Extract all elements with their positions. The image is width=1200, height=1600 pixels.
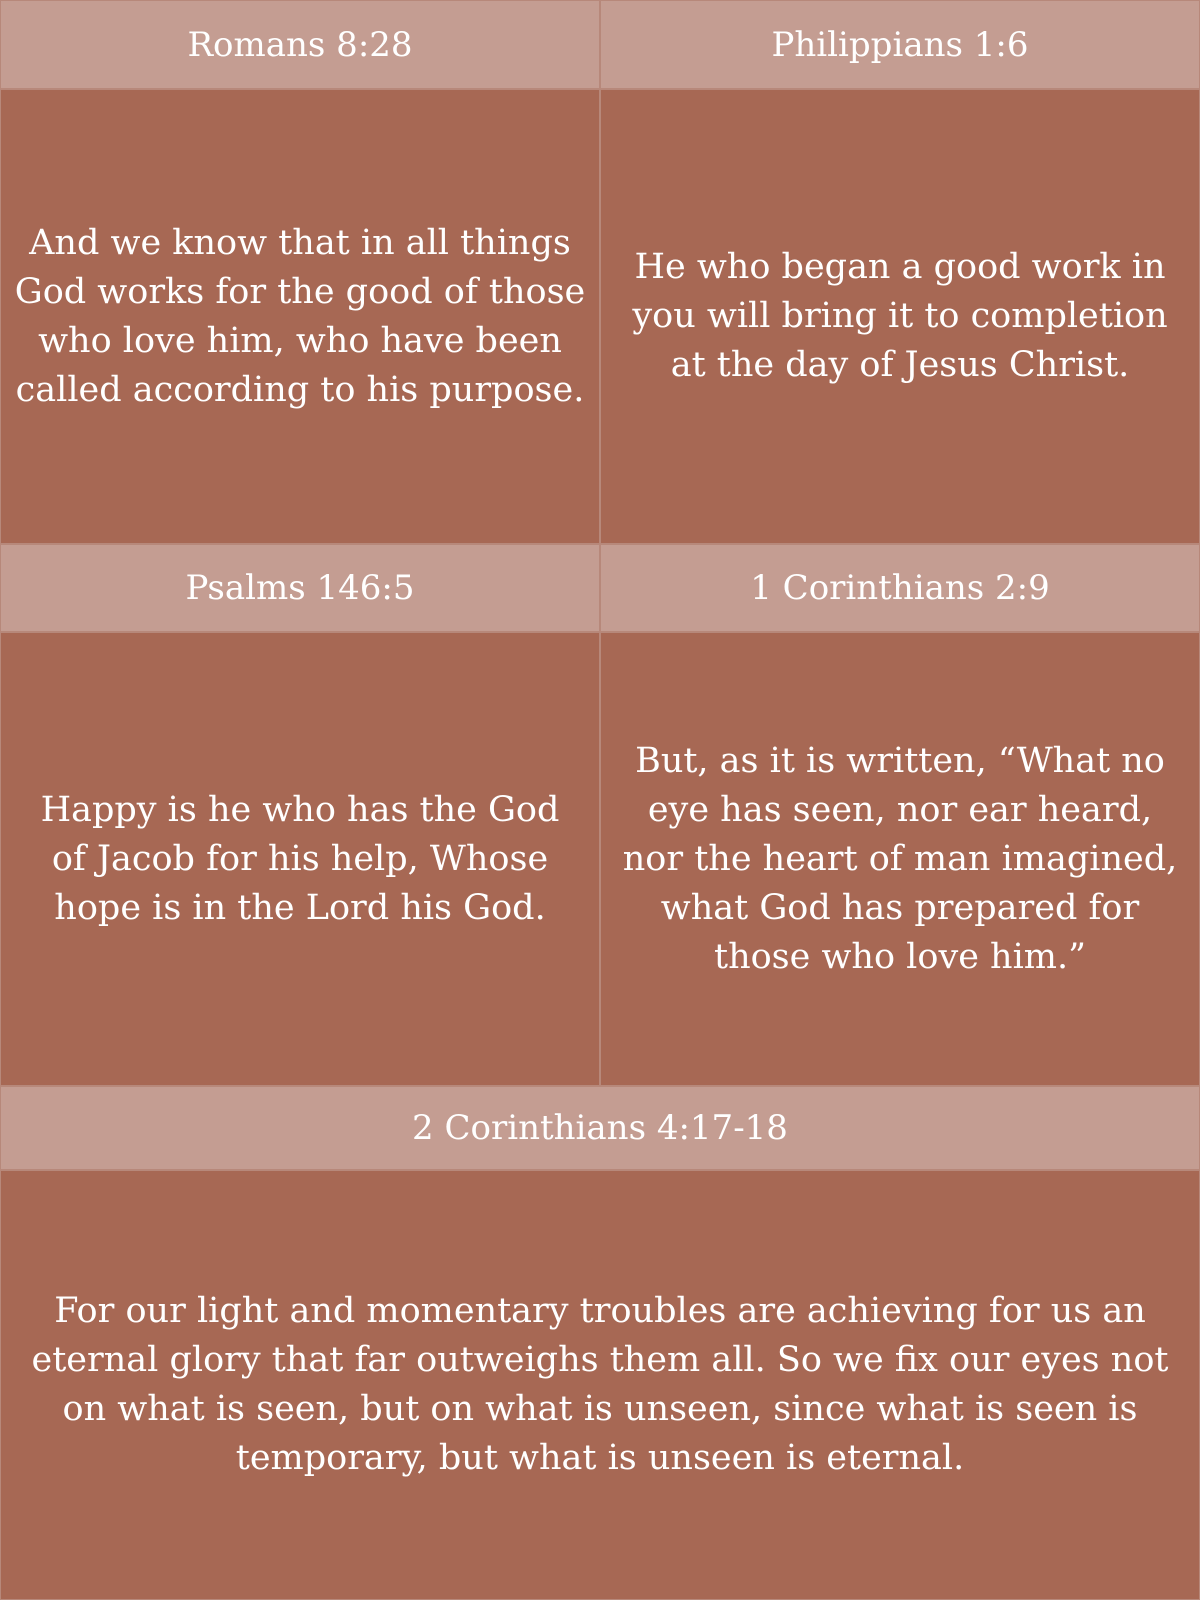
verse-text: For our light and momentary troubles are achieving for us an eternal glory that far outweighs them all. So we fix our eyes not on what is seen, but on what is unseen, since what is seen is temporary, but what is unseen is eternal. bbox=[31, 1291, 1169, 1478]
verse-text: He who began a good work in you will bring it to completion at the day of Jesus Christ. bbox=[632, 247, 1168, 385]
verse-text: And we know that in all things God works for the good of those who love him, who have been called according to his purpose. bbox=[14, 222, 586, 410]
verse-text: But, as it is written, “What no eye has seen, nor ear heard, nor the heart of man imagined, what God has prepared for those who love him.” bbox=[622, 740, 1178, 977]
verse-text-philippians-1-6 bbox=[600, 89, 1200, 544]
verse-reference-romans-8-28: Romans 8:28 bbox=[0, 0, 600, 89]
verse-reference-psalms-146-5: Psalms 146:5 bbox=[0, 544, 600, 632]
verse-reference-2-corinthians-4-17-18: 2 Corinthians 4:17-18 bbox=[0, 1086, 1200, 1170]
verse-reference-philippians-1-6: Philippians 1:6 bbox=[600, 0, 1200, 89]
verse-text-romans-8-28 bbox=[0, 89, 600, 544]
verse-text-psalms-146-5 bbox=[0, 632, 600, 1086]
verse-text-1-corinthians-2-9 bbox=[600, 632, 1200, 1086]
verse-text: Happy is he who has the God of Jacob for his help, Whose hope is in the Lord his God. bbox=[40, 789, 560, 928]
verse-text-2-corinthians-4-17-18 bbox=[0, 1170, 1200, 1600]
verse-reference-1-corinthians-2-9: 1 Corinthians 2:9 bbox=[600, 544, 1200, 632]
